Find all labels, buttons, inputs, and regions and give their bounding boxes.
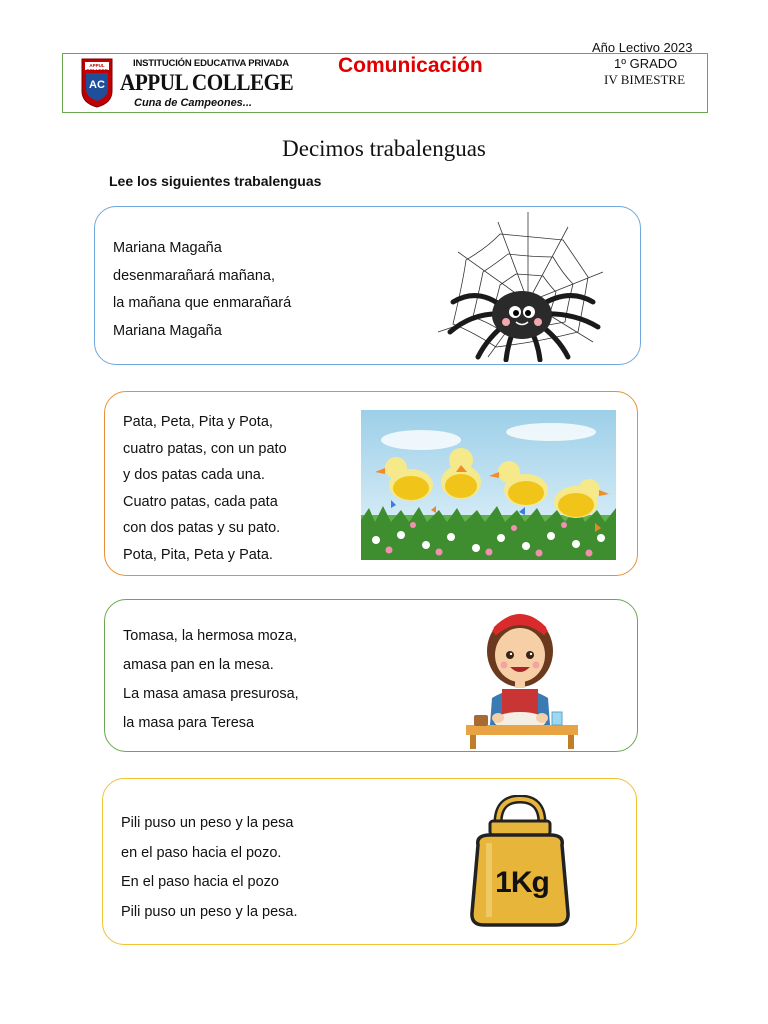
line: Pota, Pita, Peta y Pata. bbox=[123, 546, 273, 563]
subject-title: Comunicación bbox=[338, 54, 483, 77]
girl-kneading-image bbox=[462, 603, 582, 749]
line: Mariana Magaña bbox=[113, 240, 222, 256]
logo-initials: AC bbox=[89, 79, 105, 91]
logo-top-text: APPUL COLLEGE bbox=[86, 63, 108, 73]
spider-web-image bbox=[428, 212, 608, 362]
line: Cuatro patas, cada pata bbox=[123, 493, 278, 510]
weight-label: 1Kg bbox=[495, 866, 549, 899]
line: Mariana Magaña bbox=[113, 322, 222, 339]
line: y dos patas cada una. bbox=[123, 467, 265, 483]
line: Pili puso un peso y la pesa. bbox=[121, 903, 298, 920]
institution-type: INSTITUCIÓN EDUCATIVA PRIVADA bbox=[133, 58, 289, 69]
line: la mañana que enmarañará bbox=[113, 295, 292, 311]
tongue-twister-text-4 bbox=[121, 809, 298, 927]
ducks-image bbox=[361, 410, 616, 560]
line: con dos patas y su pato. bbox=[123, 520, 281, 536]
line: la masa para Teresa bbox=[123, 715, 255, 731]
line: en el paso hacia el pozo. bbox=[121, 844, 282, 861]
line: Pata, Peta, Pita y Pota, bbox=[123, 414, 273, 430]
line: En el paso hacia el pozo bbox=[121, 874, 279, 890]
instruction: Lee los siguientes trabalenguas bbox=[109, 173, 322, 189]
tongue-twister-text-1 bbox=[113, 235, 291, 345]
line: Pili puso un peso y la pesa bbox=[121, 815, 294, 831]
line: amasa pan en la mesa. bbox=[123, 657, 274, 673]
grade: 1º GRADO bbox=[614, 56, 678, 71]
line: La masa amasa presurosa, bbox=[123, 686, 299, 702]
tongue-twister-text-2 bbox=[123, 409, 287, 568]
college-name: APPUL COLLEGE bbox=[120, 70, 294, 95]
line: desenmarañará mañana, bbox=[113, 267, 276, 284]
page-title: Decimos trabalenguas bbox=[282, 136, 486, 161]
school-year: Año Lectivo 2023 bbox=[592, 40, 693, 55]
term: IV BIMESTRE bbox=[604, 72, 686, 87]
weight-1kg-image bbox=[468, 795, 573, 930]
line: Tomasa, la hermosa moza, bbox=[123, 628, 298, 644]
tongue-twister-text-3 bbox=[123, 622, 299, 738]
slogan: Cuna de Campeones... bbox=[134, 97, 252, 109]
line: cuatro patas, con un pato bbox=[123, 440, 287, 457]
